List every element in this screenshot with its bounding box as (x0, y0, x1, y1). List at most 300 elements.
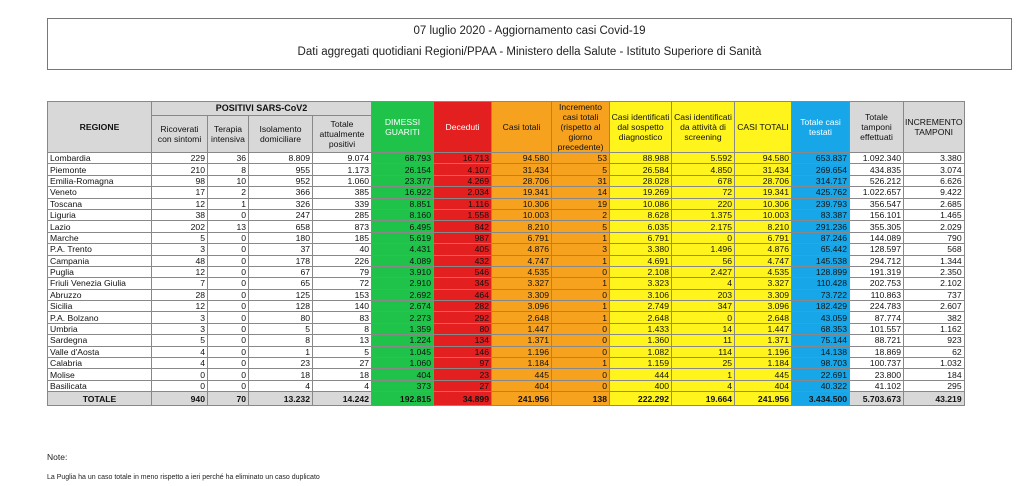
table-cell: 87.246 (792, 232, 850, 243)
table-cell: 4.850 (672, 164, 735, 175)
table-cell: 28.706 (492, 175, 552, 186)
table-cell: 292 (434, 312, 492, 323)
region-name: Friuli Venezia Giulia (48, 278, 152, 289)
table-cell: 4 (249, 380, 313, 391)
table-cell: 366 (249, 187, 313, 198)
table-cell: 100.737 (850, 358, 904, 369)
table-cell: 16.922 (372, 187, 434, 198)
table-cell: 2.685 (904, 198, 965, 209)
table-cell: 75.144 (792, 335, 850, 346)
table-cell: 4.535 (735, 266, 792, 277)
table-cell: 31.434 (735, 164, 792, 175)
table-cell: 6.791 (492, 232, 552, 243)
table-row (48, 301, 965, 312)
table-cell: 405 (434, 244, 492, 255)
table-cell: 1.433 (610, 323, 672, 334)
col-casi-totali: Casi totali (492, 102, 552, 153)
table-cell: 88.721 (850, 335, 904, 346)
table-cell: 11 (672, 335, 735, 346)
col-sospetto: Casi identificati dal sospetto diagnostico (610, 102, 672, 153)
table-cell: 3.910 (372, 266, 434, 277)
table-cell: 4.747 (735, 255, 792, 266)
table-cell: 3 (152, 323, 208, 334)
table-row (48, 323, 965, 334)
table-cell: 3 (552, 244, 610, 255)
table-cell: 1 (552, 358, 610, 369)
table-cell: 347 (672, 301, 735, 312)
table-cell: 65.442 (792, 244, 850, 255)
total-cell: 138 (552, 392, 610, 406)
table-cell: 2.648 (492, 312, 552, 323)
table-cell: 0 (208, 346, 249, 357)
table-row (48, 244, 965, 255)
table-cell: 128 (249, 301, 313, 312)
report-title: 07 luglio 2020 - Aggiornamento casi Covid-19 (413, 25, 646, 37)
table-cell: 27 (434, 380, 492, 391)
table-cell: 180 (249, 232, 313, 243)
table-cell: 18.869 (850, 346, 904, 357)
table-cell: 4 (672, 380, 735, 391)
table-cell: 13 (313, 335, 372, 346)
table-cell: 4.691 (610, 255, 672, 266)
table-cell: 22.691 (792, 369, 850, 380)
table-cell: 1.224 (372, 335, 434, 346)
table-cell: 0 (208, 289, 249, 300)
table-cell: 0 (672, 312, 735, 323)
table-cell: 4.876 (735, 244, 792, 255)
col-dimessi: DIMESSI GUARITI (372, 102, 434, 153)
table-cell: 68.793 (372, 153, 434, 164)
table-cell: 80 (249, 312, 313, 323)
table-cell: 2.175 (672, 221, 735, 232)
table-cell: 153 (313, 289, 372, 300)
table-cell: 568 (904, 244, 965, 255)
region-name: Sicilia (48, 301, 152, 312)
region-name: Veneto (48, 187, 152, 198)
table-cell: 87.774 (850, 312, 904, 323)
table-cell: 0 (208, 380, 249, 391)
table-cell: 72 (672, 187, 735, 198)
region-name: Calabria (48, 358, 152, 369)
table-cell: 31.434 (492, 164, 552, 175)
table-cell: 28 (152, 289, 208, 300)
total-cell: 222.292 (610, 392, 672, 406)
table-cell: 385 (313, 187, 372, 198)
total-cell: 34.899 (434, 392, 492, 406)
table-cell: 23.377 (372, 175, 434, 186)
table-cell: 2 (552, 209, 610, 220)
table-cell: 314.717 (792, 175, 850, 186)
table-cell: 68.353 (792, 323, 850, 334)
table-row (48, 369, 965, 380)
table-cell: 0 (552, 289, 610, 300)
table-cell: 27 (313, 358, 372, 369)
table-cell: 382 (904, 312, 965, 323)
table-cell: 25 (672, 358, 735, 369)
total-cell: 70 (208, 392, 249, 406)
table-cell: 10.306 (735, 198, 792, 209)
table-cell: 3.327 (492, 278, 552, 289)
table-cell: 282 (434, 301, 492, 312)
table-cell: 7 (152, 278, 208, 289)
table-cell: 1.344 (904, 255, 965, 266)
table-cell: 737 (904, 289, 965, 300)
total-cell: 241.956 (735, 392, 792, 406)
table-cell: 247 (249, 209, 313, 220)
table-row (48, 278, 965, 289)
table-cell: 326 (249, 198, 313, 209)
table-cell: 1 (208, 198, 249, 209)
table-cell: 4.089 (372, 255, 434, 266)
table-cell: 8.809 (249, 153, 313, 164)
table-cell: 400 (610, 380, 672, 391)
table-cell: 1.060 (313, 175, 372, 186)
table-cell: 1.184 (735, 358, 792, 369)
table-cell: 3.327 (735, 278, 792, 289)
report-subtitle: Dati aggregati quotidiani Regioni/PPAA - Ministero della Salute - Istituto Superiore di Sanità (297, 46, 762, 58)
table-cell: 229 (152, 153, 208, 164)
table-cell: 156.101 (850, 209, 904, 220)
table-cell: 0 (208, 266, 249, 277)
table-cell: 2.749 (610, 301, 672, 312)
total-cell: 5.703.673 (850, 392, 904, 406)
table-cell: 98 (152, 175, 208, 186)
table-cell: 41.102 (850, 380, 904, 391)
table-cell: 67 (249, 266, 313, 277)
table-cell: 8.628 (610, 209, 672, 220)
col-screening: Casi identificati da attività di screening (672, 102, 735, 153)
table-cell: 8 (249, 335, 313, 346)
total-cell: 43.219 (904, 392, 965, 406)
table-cell: 2.607 (904, 301, 965, 312)
table-cell: 3.096 (735, 301, 792, 312)
table-cell: 94.580 (735, 153, 792, 164)
total-cell: 14.242 (313, 392, 372, 406)
table-cell: 4 (313, 380, 372, 391)
table-cell: 2.692 (372, 289, 434, 300)
table-row (48, 266, 965, 277)
table-cell: 191.319 (850, 266, 904, 277)
table-cell: 4.747 (492, 255, 552, 266)
table-cell: 16.713 (434, 153, 492, 164)
table-cell: 5 (552, 221, 610, 232)
table-cell: 1.173 (313, 164, 372, 175)
table-cell: 125 (249, 289, 313, 300)
table-cell: 6.791 (735, 232, 792, 243)
table-cell: 6.791 (610, 232, 672, 243)
table-cell: 18 (313, 369, 372, 380)
table-cell: 6.495 (372, 221, 434, 232)
total-row (48, 392, 965, 406)
table-cell: 404 (735, 380, 792, 391)
table-cell: 23 (434, 369, 492, 380)
table-cell: 0 (208, 255, 249, 266)
table-cell: 1.558 (434, 209, 492, 220)
region-name: Campania (48, 255, 152, 266)
table-cell: 955 (249, 164, 313, 175)
table-cell: 28.706 (735, 175, 792, 186)
table-row (48, 209, 965, 220)
table-cell: 8.851 (372, 198, 434, 209)
table-cell: 0 (152, 369, 208, 380)
region-name: Lazio (48, 221, 152, 232)
table-cell: 202 (152, 221, 208, 232)
region-name: Abruzzo (48, 289, 152, 300)
table-cell: 1 (552, 301, 610, 312)
table-cell: 36 (208, 153, 249, 164)
table-cell: 185 (313, 232, 372, 243)
table-cell: 56 (672, 255, 735, 266)
table-cell: 1.447 (492, 323, 552, 334)
table-cell: 83 (313, 312, 372, 323)
region-name: Puglia (48, 266, 152, 277)
table-cell: 184 (904, 369, 965, 380)
region-name: P.A. Bolzano (48, 312, 152, 323)
table-cell: 425.762 (792, 187, 850, 198)
table-cell: 0 (552, 335, 610, 346)
table-cell: 3 (152, 244, 208, 255)
table-cell: 1.116 (434, 198, 492, 209)
table-cell: 10 (208, 175, 249, 186)
table-cell: 0 (152, 380, 208, 391)
table-cell: 37 (249, 244, 313, 255)
table-cell: 5 (152, 232, 208, 243)
table-cell: 1.159 (610, 358, 672, 369)
table-cell: 4.535 (492, 266, 552, 277)
region-name: Piemonte (48, 164, 152, 175)
table-cell: 434.835 (850, 164, 904, 175)
table-cell: 526.212 (850, 175, 904, 186)
table-cell: 26.154 (372, 164, 434, 175)
col-positivi: Totale attualmente positivi (313, 115, 372, 152)
table-body (48, 153, 965, 406)
table-cell: 285 (313, 209, 372, 220)
table-cell: 952 (249, 175, 313, 186)
table-cell: 1.045 (372, 346, 434, 357)
table-cell: 269.654 (792, 164, 850, 175)
table-cell: 0 (208, 323, 249, 334)
table-cell: 0 (552, 266, 610, 277)
region-name: Sardegna (48, 335, 152, 346)
table-cell: 19 (552, 198, 610, 209)
table-cell: 1.092.340 (850, 153, 904, 164)
region-name: Molise (48, 369, 152, 380)
table-cell: 5.619 (372, 232, 434, 243)
table-row (48, 198, 965, 209)
region-name: Basilicata (48, 380, 152, 391)
table-cell: 0 (208, 278, 249, 289)
table-cell: 294.712 (850, 255, 904, 266)
table-cell: 2.350 (904, 266, 965, 277)
col-deceduti: Deceduti (434, 102, 492, 153)
table-cell: 4.876 (492, 244, 552, 255)
table-cell: 4 (152, 346, 208, 357)
table-cell: 987 (434, 232, 492, 243)
table-cell: 14 (552, 187, 610, 198)
table-cell: 128.597 (850, 244, 904, 255)
table-cell: 4.107 (434, 164, 492, 175)
table-cell: 445 (492, 369, 552, 380)
table-cell: 653.837 (792, 153, 850, 164)
table-cell: 1.496 (672, 244, 735, 255)
table-cell: 72 (313, 278, 372, 289)
table-cell: 12 (152, 198, 208, 209)
table-cell: 3.106 (610, 289, 672, 300)
table-cell: 0 (208, 244, 249, 255)
table-cell: 80 (434, 323, 492, 334)
table-cell: 40.322 (792, 380, 850, 391)
region-name: Marche (48, 232, 152, 243)
table-cell: 83.387 (792, 209, 850, 220)
table-cell: 94.580 (492, 153, 552, 164)
table-cell: 101.557 (850, 323, 904, 334)
table-cell: 3.074 (904, 164, 965, 175)
table-cell: 5 (552, 164, 610, 175)
total-cell: 192.815 (372, 392, 434, 406)
table-row (48, 153, 965, 164)
region-name: Emilia-Romagna (48, 175, 152, 186)
table-cell: 658 (249, 221, 313, 232)
region-name: Valle d'Aosta (48, 346, 152, 357)
table-cell: 19.269 (610, 187, 672, 198)
table-cell: 48 (152, 255, 208, 266)
table-cell: 1.375 (672, 209, 735, 220)
table-cell: 40 (313, 244, 372, 255)
table-cell: 97 (434, 358, 492, 369)
region-name: Liguria (48, 209, 152, 220)
table-cell: 3.323 (610, 278, 672, 289)
region-name: Umbria (48, 323, 152, 334)
table-cell: 144.089 (850, 232, 904, 243)
table-cell: 226 (313, 255, 372, 266)
table-cell: 38 (152, 209, 208, 220)
table-cell: 202.753 (850, 278, 904, 289)
table-cell: 0 (552, 346, 610, 357)
table-row (48, 255, 965, 266)
table-cell: 464 (434, 289, 492, 300)
total-cell: 241.956 (492, 392, 552, 406)
table-cell: 9.422 (904, 187, 965, 198)
table-cell: 1 (552, 232, 610, 243)
table-cell: 88.988 (610, 153, 672, 164)
table-cell: 1 (552, 312, 610, 323)
table-cell: 5 (249, 323, 313, 334)
table-cell: 18 (249, 369, 313, 380)
table-cell: 3.380 (610, 244, 672, 255)
table-cell: 10.003 (735, 209, 792, 220)
table-cell: 1.022.657 (850, 187, 904, 198)
table-cell: 0 (552, 323, 610, 334)
col-tamponi: Totale tamponi effettuati (850, 102, 904, 153)
col-group-positivi: POSITIVI SARS-CoV2 (152, 102, 372, 116)
table-cell: 356.547 (850, 198, 904, 209)
table-cell: 31 (552, 175, 610, 186)
table-row (48, 164, 965, 175)
table-cell: 14.138 (792, 346, 850, 357)
table-cell: 1 (249, 346, 313, 357)
table-cell: 8.160 (372, 209, 434, 220)
table-cell: 239.793 (792, 198, 850, 209)
table-cell: 3.309 (492, 289, 552, 300)
col-region: REGIONE (48, 102, 152, 153)
table-cell: 404 (492, 380, 552, 391)
table-cell: 790 (904, 232, 965, 243)
total-label: TOTALE (48, 392, 152, 406)
col-isolamento: Isolamento domiciliare (249, 115, 313, 152)
table-cell: 1.082 (610, 346, 672, 357)
col-casi-totali-2: CASI TOTALI (735, 102, 792, 153)
table-cell: 17 (152, 187, 208, 198)
table-cell: 8 (208, 164, 249, 175)
table-cell: 8 (313, 323, 372, 334)
table-cell: 4.431 (372, 244, 434, 255)
table-cell: 5 (313, 346, 372, 357)
table-cell: 1.359 (372, 323, 434, 334)
table-cell: 2.029 (904, 221, 965, 232)
total-cell: 13.232 (249, 392, 313, 406)
table-cell: 6.035 (610, 221, 672, 232)
table-cell: 432 (434, 255, 492, 266)
table-cell: 19.341 (492, 187, 552, 198)
table-cell: 373 (372, 380, 434, 391)
table-cell: 9.074 (313, 153, 372, 164)
table-cell: 10.306 (492, 198, 552, 209)
table-cell: 12 (152, 266, 208, 277)
table-cell: 210 (152, 164, 208, 175)
total-cell: 940 (152, 392, 208, 406)
table-cell: 5 (152, 335, 208, 346)
table-cell: 8.210 (735, 221, 792, 232)
table-cell: 5.592 (672, 153, 735, 164)
total-cell: 3.434.500 (792, 392, 850, 406)
table-cell: 3.096 (492, 301, 552, 312)
note-text: La Puglia ha un caso totale in meno rispetto a ieri perché ha eliminato un caso duplicato (47, 474, 320, 481)
table-cell: 145.538 (792, 255, 850, 266)
table-cell: 19.341 (735, 187, 792, 198)
table-cell: 1.032 (904, 358, 965, 369)
table-cell: 4 (672, 278, 735, 289)
table-cell: 203 (672, 289, 735, 300)
table-cell: 1.447 (735, 323, 792, 334)
table-cell: 79 (313, 266, 372, 277)
table-cell: 1 (672, 369, 735, 380)
table-cell: 178 (249, 255, 313, 266)
table-cell: 1.060 (372, 358, 434, 369)
table-cell: 2.648 (610, 312, 672, 323)
table-cell: 0 (208, 232, 249, 243)
table-cell: 2.910 (372, 278, 434, 289)
region-name: P.A. Trento (48, 244, 152, 255)
region-name: Toscana (48, 198, 152, 209)
covid-data-table (47, 101, 965, 406)
table-cell: 13 (208, 221, 249, 232)
table-cell: 8.210 (492, 221, 552, 232)
table-cell: 339 (313, 198, 372, 209)
table-cell: 2.273 (372, 312, 434, 323)
table-row (48, 175, 965, 186)
table-cell: 23 (249, 358, 313, 369)
table-cell: 1.371 (492, 335, 552, 346)
table-cell: 2.648 (735, 312, 792, 323)
table-cell: 1.371 (735, 335, 792, 346)
table-cell: 140 (313, 301, 372, 312)
table-cell: 26.584 (610, 164, 672, 175)
table-cell: 2.674 (372, 301, 434, 312)
col-incremento-tamponi: INCREMENTO TAMPONI (904, 102, 965, 153)
table-cell: 2.427 (672, 266, 735, 277)
col-terapia: Terapia intensiva (208, 115, 249, 152)
table-row (48, 187, 965, 198)
